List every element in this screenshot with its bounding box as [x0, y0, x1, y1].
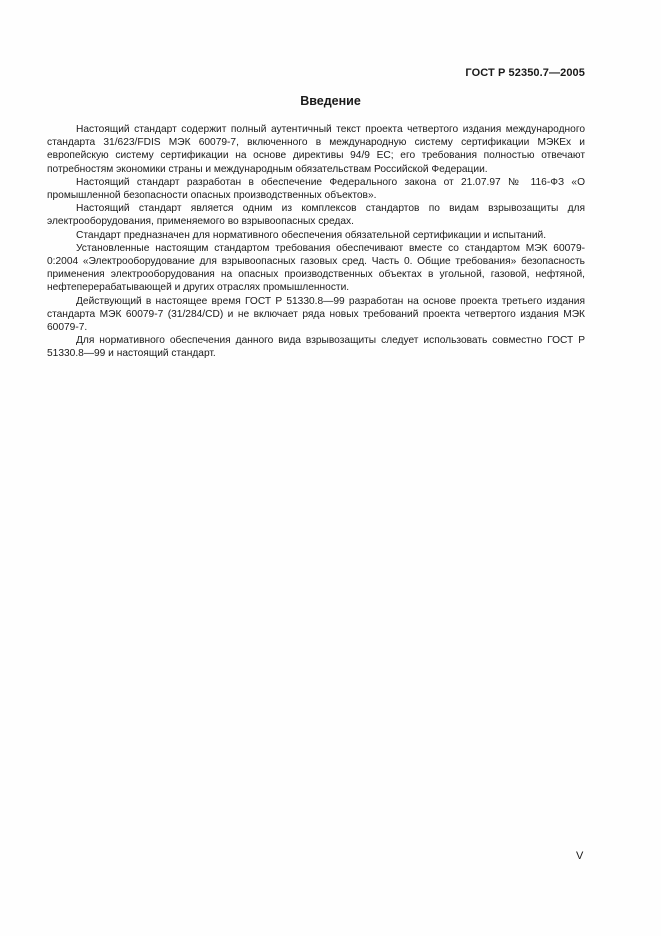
section-title: Введение: [300, 94, 361, 108]
paragraph: Установленные настоящим стандартом требования обеспечивают вместе со стандартом МЭК 60079-0:2004 «Электрооборудование для взрывоопасных газовых сред. Часть 0. Общие требования» безопасность применения электрооборудования на опасных производственных объектах в угольной, газовой, нефтяной, нефтеперерабатывающей и других отраслях промышленности.: [47, 242, 585, 294]
paragraph: Стандарт предназначен для нормативного обеспечения обязательной сертификации и испытаний.: [76, 229, 547, 241]
paragraph: Для нормативного обеспечения данного вида взрывозащиты следует использовать совместно ГОСТ Р 51330.8—99 и настоящий стандарт.: [47, 335, 585, 360]
paragraph: Настоящий стандарт разработан в обеспечение Федерального закона от 21.07.97 № 116-ФЗ «О промышленной безопасности опасных производственных объектов».: [47, 176, 585, 202]
paragraph: Настоящий стандарт является одним из комплексов стандартов по видам взрывозащиты для электрооборудования, применяемого во взрывоопасных средах.: [47, 203, 585, 228]
paragraph: Действующий в настоящее время ГОСТ Р 51330.8—99 разработан на основе проекта третьего издания стандарта МЭК 60079-7 (31/284/CD) и не включает ряда новых требований проекта четвертого издания МЭК 60079-7.: [47, 295, 585, 334]
paragraph: Настоящий стандарт содержит полный аутентичный текст проекта четвертого издания международного стандарта 31/623/FDIS МЭК 60079-7, включенного в международную систему сертификации МЭКEx и европейскую систему сертификации на основе директивы 94/9 ЕС; его требования полностью отвечают потребностям экономики страны и международным обязательствам Российской Федерации.: [47, 124, 585, 175]
page-number: V: [576, 850, 584, 862]
introduction-body: [47, 123, 585, 361]
standard-code-header: ГОСТ Р 52350.7—2005: [465, 67, 585, 79]
